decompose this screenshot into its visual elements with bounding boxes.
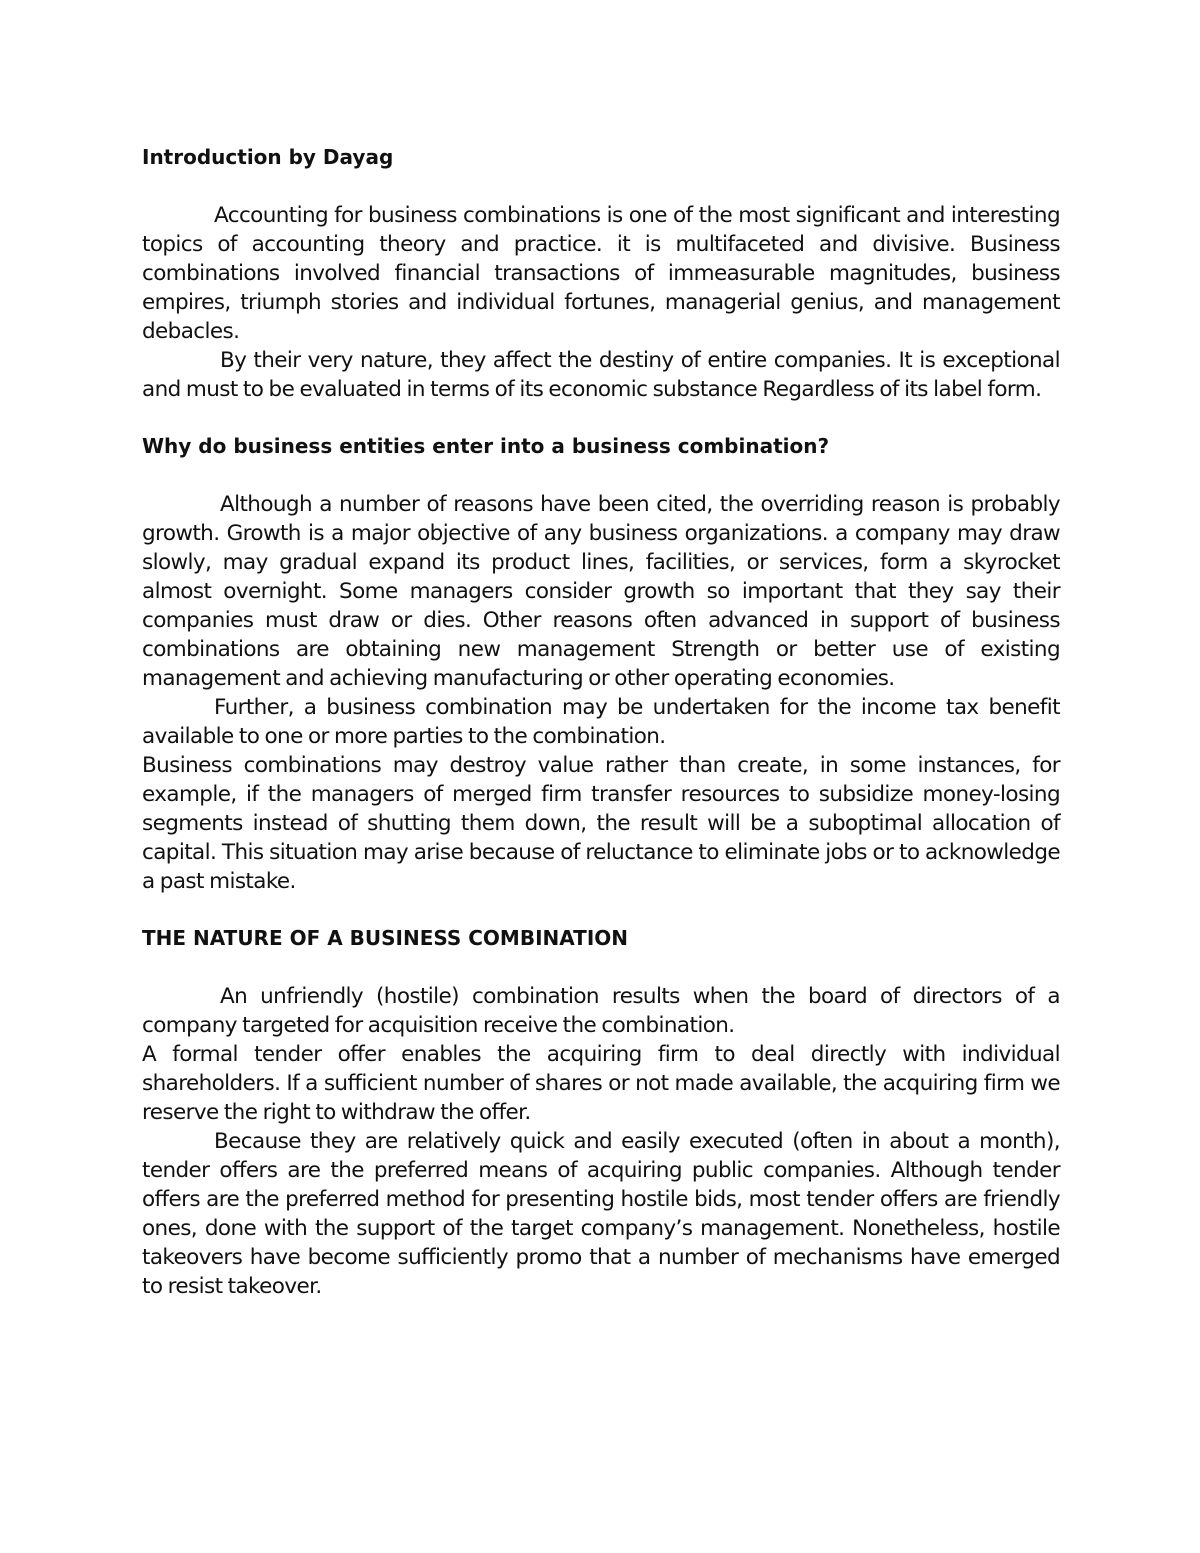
paragraph: Further, a business combination may be undertaken for the income tax benefit available to one or more parties to the combination. bbox=[142, 695, 1060, 749]
paragraph: Because they are relatively quick and easily executed (often in about a month), tender offers are the preferred means of acquiring public companies. Although tender offers are the preferred method for presenting hostile bids, most tender offers are friendly ones, done with the support of the target company’s management. Nonetheless, hostile takeovers have become sufficiently promo that a number of mechanisms have emerged to resist takeover. bbox=[142, 1129, 1060, 1299]
section-heading-why: Why do business entities enter into a business combination? bbox=[142, 434, 830, 458]
paragraph: A formal tender offer enables the acquiring firm to deal directly with individual shareholders. If a sufficient number of shares or not made available, the acquiring firm we reserve the right to withdraw the offer. bbox=[142, 1042, 1060, 1125]
spacer bbox=[142, 953, 1060, 982]
spacer bbox=[142, 896, 1060, 923]
paragraph: Business combinations may destroy value rather than create, in some instances, for example, if the managers of merged firm transfer resources to subsidize money-losing segments instead of shutting them down, the result will be a suboptimal allocation of capital. This situation may arise because of reluctance to eliminate jobs or to acknowledge a past mistake. bbox=[142, 753, 1060, 894]
section-heading-nature: THE NATURE OF A BUSINESS COMBINATION bbox=[142, 926, 629, 950]
spacer bbox=[142, 461, 1060, 490]
spacer bbox=[142, 404, 1060, 431]
spacer bbox=[142, 172, 1060, 201]
section-heading-introduction: Introduction by Dayag bbox=[142, 145, 394, 169]
document-body bbox=[142, 142, 1060, 1301]
paragraph: Although a number of reasons have been cited, the overriding reason is probably growth. Growth is a major objective of any business organizations. a company may draw slowly, may gradual expand its product lines, facilities, or services, form a skyrocket almost overnight. Some managers consider growth so important that they say their companies must draw or dies. Other reasons often advanced in support of business combinations are obtaining new management Strength or better use of existing management and achieving manufacturing or other operating economies. bbox=[142, 492, 1060, 691]
paragraph: Accounting for business combinations is one of the most significant and interesting topics of accounting theory and practice. it is multifaceted and divisive. Business combinations involved financial transactions of immeasurable magnitudes, business empires, triumph stories and individual fortunes, managerial genius, and management debacles. bbox=[142, 203, 1060, 344]
paragraph: An unfriendly (hostile) combination results when the board of directors of a company targeted for acquisition receive the combination. bbox=[142, 984, 1060, 1038]
paragraph: By their very nature, they affect the destiny of entire companies. It is exceptional and must to be evaluated in terms of its economic substance Regardless of its label form. bbox=[142, 348, 1060, 402]
